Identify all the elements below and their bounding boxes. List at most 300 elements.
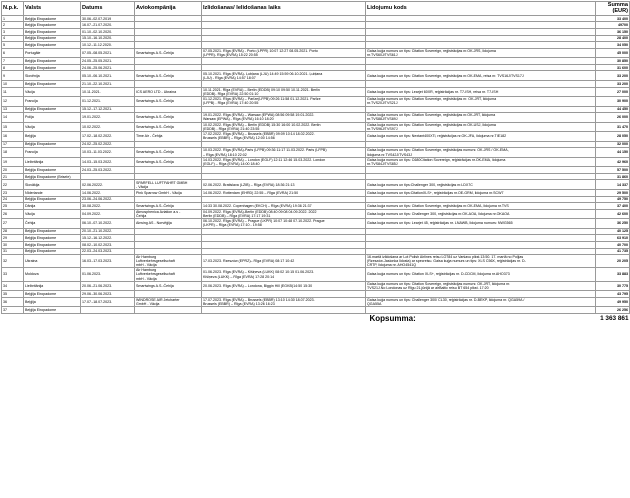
cell-flight-time: 14:33 30.08.2022. Copenhagen (EKCH) – Rīga (EVRA) 19:36 21:37 (202, 203, 366, 210)
cell-airline (135, 241, 202, 248)
table-row (2, 58, 630, 65)
table-row (2, 248, 630, 255)
cell-flight-time (202, 307, 366, 314)
cell-nr: 3 (2, 29, 24, 36)
cell-country: Vācija (24, 209, 81, 219)
table-row (2, 189, 630, 196)
cell-country: Slovākija (24, 180, 81, 190)
cell-nr: 12 (2, 97, 24, 107)
cell-nr: 21 (2, 173, 24, 180)
cell-flight-code (366, 235, 596, 242)
cell-nr: 20 (2, 167, 24, 174)
cell-date: 01.12.2021. (81, 97, 135, 107)
cell-country: Beļģija Eiropadome (24, 141, 81, 148)
cell-airline: Smartwings A.S.-Čehija (135, 71, 202, 81)
cell-nr: 4 (2, 35, 24, 42)
cell-country: Vācija (24, 122, 81, 132)
table-row (2, 148, 630, 158)
cell-sum: 26 256 (596, 307, 630, 314)
table-body (2, 15, 630, 313)
cell-flight-time (202, 58, 366, 65)
cell-flight-code (366, 228, 596, 235)
cell-nr: 14 (2, 113, 24, 123)
cell-airline (135, 35, 202, 42)
cell-airline (135, 307, 202, 314)
cell-flight-code (366, 167, 596, 174)
cell-flight-code: Gaisa kuģa numurs un tips: Citation Sovereign, reģistrācijas numurs: OK-JRT, lidojuma nr. TVS21J.No Londonas uz Rīgu 21.jūnijā ar airBaltic reisu BT 654 plkst. 17:20 (366, 281, 596, 291)
cell-nr: 30 (2, 241, 24, 248)
table-row (2, 180, 630, 190)
cell-date: 20.10.-21.10.2022. (81, 228, 135, 235)
cell-date: 23.06.-24.06.2022. (81, 196, 135, 203)
cell-flight-code (366, 64, 596, 71)
cell-country: Beļģija Eiropadome (24, 307, 81, 314)
cell-flight-time: 06.10.2022. Rīga (EVRA) – Prague (LKPR) 10:07 10:48 07.10.2022. Prague (LKPR) – Rīga (EVRA) 17:10 - 19:58 (202, 219, 366, 229)
cell-flight-code: Gaisa kuģa numurs un tips:Challenger 300, reģistrācijas nr.LDX7C (366, 180, 596, 190)
cell-flight-time: 10.02.2022. Rīga (EVRA) – Berlin (EDDB) 15:30 16:00 10.02.2022. Berlin (EDDB) - Rīga (EVRA) 21:40 23:55 (202, 122, 366, 132)
cell-sum: 28 400 (596, 35, 630, 42)
cell-flight-code: Gaisa kuģa numurs un tips: Citation Sovereign, reģistrācijas nr.OK-JRS, lidojuma nr.TVS60J/TVS61J (366, 48, 596, 58)
cell-date (81, 173, 135, 180)
cell-airline: Smartwings A.S.-Čehija (135, 97, 202, 107)
cell-airline: Time Air - Čehija (135, 132, 202, 142)
cell-sum: 43 795 (596, 291, 630, 298)
cell-airline: ICS AERO LTD - Ukraina (135, 87, 202, 97)
cell-flight-time: 01.12.2021. Rīga (EVRA) – Parīze(LFPB) 09:26 11:58 01.12.2021. Parīze (LFPB) - Rīga (EVRA) 17:40 20:55 (202, 97, 366, 107)
cell-nr: 1 (2, 15, 24, 22)
cell-sum: 33 883 (596, 268, 630, 281)
cell-flight-time: 04.09.2022. Rīga (EVRA)-Berlin (EDDB) 08:40 09:08 04.09.2022. 2022 Berlin (EDDB) – Rīga (EVRA) 17:17 19:31 (202, 209, 366, 219)
cell-flight-code (366, 173, 596, 180)
cell-nr: 35 (2, 291, 24, 298)
table-row (2, 87, 630, 97)
cell-sum: 28 050 (596, 132, 630, 142)
cell-date: 24.06.-25.06.2021. (81, 64, 135, 71)
cell-country: Moldova (24, 268, 81, 281)
cell-date: 22.03.-24.03.2023. (81, 248, 135, 255)
cell-flight-time (202, 106, 366, 113)
cell-nr: 27 (2, 219, 24, 229)
table-row (2, 235, 630, 242)
cell-nr: 36 (2, 297, 24, 307)
cell-flight-time (202, 291, 366, 298)
cell-flight-time: 07.05.2021. Rīga (EVRA) - Porto (LPPR) 10:07 12:27 08.05.2021. Porto (LPPR)- Rīga (EVRA) 15:22 20:55 (202, 48, 366, 58)
cell-airline (135, 80, 202, 87)
cell-flight-code: Gaisa kuģa numurs un tips: Citation Sovereign, reģistrācijas nr.OK-JRT, lidojuma nr.TVS88J/TVS89J (366, 113, 596, 123)
cell-airline (135, 248, 202, 255)
cell-sum: 30 850 (596, 58, 630, 65)
table-row (2, 48, 630, 58)
cell-country: Beļģija Eiropadome (24, 228, 81, 235)
cell-flight-code: Gaisa kuģa numurs un tips:CitationXLS+, reģistrācijas nr.OE-GRM, lidojuma nr.SCW7 (366, 189, 596, 196)
cell-flight-code (366, 248, 596, 255)
cell-sum: 33 200 (596, 71, 630, 81)
cell-airline: Smartwings A.S.-Čehija (135, 113, 202, 123)
cell-flight-code: Gaisa kuģa numurs un tips: Challenger 300/ CL30, reģistrācijas nr. D-BEKP, lidojuma nr. QGA59A / QGA55A (366, 297, 596, 307)
cell-flight-time (202, 235, 366, 242)
cell-flight-time (202, 35, 366, 42)
cell-flight-time (202, 42, 366, 49)
cell-country: Beļģija (24, 132, 81, 142)
cell-country: Francija (24, 97, 81, 107)
cell-sum: 42 600 (596, 209, 630, 219)
cell-country: Beļģija Eiropadome (24, 196, 81, 203)
cell-nr: 23 (2, 189, 24, 196)
cell-country: Beļģija Eiropadome (24, 167, 81, 174)
cell-flight-code: Gaisa kuģa numurs un tips: Challenger 300, reģistrācijas nr.OK-AOA, lidojuma nr.OKAOA (366, 209, 596, 219)
cell-airline: Smartwings A.S.-Čehija (135, 281, 202, 291)
total-spacer (2, 313, 366, 324)
cell-date: 19.01.2022. (81, 113, 135, 123)
cell-sum: 31 470 (596, 122, 630, 132)
cell-date: 10.03.-11.03.2022. (81, 148, 135, 158)
header-flight-code: Lidojumu kods (366, 2, 596, 16)
cell-airline (135, 106, 202, 113)
cell-flight-time: 10.11.2021. Rīga (EVRA) – Berlin (EDDB) 09:10 09:50 10.11.2021. Berlin (EDDB)- Rīga (EVRA) 22:50 01:10 (202, 87, 366, 97)
cell-sum: 32 000 (596, 141, 630, 148)
cell-sum: 44 450 (596, 106, 630, 113)
cell-nr: 15 (2, 122, 24, 132)
cell-country: Dānija (24, 203, 81, 210)
cell-flight-code: Gaisa kuģa numurs un tips: C680Citation Sovereign, reģistrācijas nr.OK-EMA, lidojuma nr.TVS84J/TVS85J (366, 157, 596, 167)
table-row (2, 281, 630, 291)
cell-flight-time: 17.07.2023. Rīga (EVRA) – Brussels (EBBR) 13:10 14:30 18.07.2023. Brussels (EBBR) – Rīga (EVRA) 13:26 16:23 (202, 297, 366, 307)
cell-country: Beļģija Eiropadome (24, 15, 81, 22)
cell-flight-time (202, 173, 366, 180)
cell-flight-time: 19.01.2022. Rīga (EVRA) – Warsaw (EPWA) 08:56 09:58 19.01.2022. Warsaw (EPWA) - Rīga (EVRA) 16:10 18:20 (202, 113, 366, 123)
table-row (2, 29, 630, 36)
cell-nr: 22 (2, 180, 24, 190)
table-row (2, 71, 630, 81)
cell-country: Beļģija Eiropadome (24, 106, 81, 113)
cell-sum: 45 000 (596, 48, 630, 58)
cell-airline: Smartwings A.S.-Čehija (135, 48, 202, 58)
cell-flight-time: 17.03.2023. Rzeszów (EPRZ)– Rīga (EVRA) 08:17 10:42 (202, 255, 366, 268)
cell-date: 15.12.-17.12.2021. (81, 106, 135, 113)
cell-sum: 30 775 (596, 281, 630, 291)
table-row (2, 106, 630, 113)
cell-nr: 19 (2, 157, 24, 167)
header-nr: N.p.k. (2, 2, 24, 16)
cell-airline: Pink Sparrow GmbH - Vācija (135, 189, 202, 196)
cell-date: 08.02.-10.02.2023. (81, 241, 135, 248)
cell-sum: 33 200 (596, 80, 630, 87)
cell-country: Čehija (24, 219, 81, 229)
cell-sum: 49 750 (596, 196, 630, 203)
cell-nr: 5 (2, 42, 24, 49)
cell-airline: SPARFELL LUFTFAHRT GMBH - Vācija (135, 180, 202, 190)
cell-country: Beļģija Eiropadome (24, 42, 81, 49)
cell-flight-time (202, 29, 366, 36)
cell-flight-time (202, 15, 366, 22)
table-row (2, 297, 630, 307)
cell-date: 05.10.-06.10.2021. (81, 71, 135, 81)
cell-date: 14.06.2022. (81, 189, 135, 196)
cell-airline: Air Hamburg Luftverkehrsgesellschaft mbH - Vācija (135, 255, 202, 268)
cell-sum: 37 400 (596, 203, 630, 210)
cell-flight-code (366, 196, 596, 203)
table-row (2, 196, 630, 203)
cell-country: Portugāle (24, 48, 81, 58)
cell-date: 21.10.-22.10.2021. (81, 80, 135, 87)
cell-nr: 28 (2, 228, 24, 235)
cell-flight-time (202, 141, 366, 148)
cell-sum: 29 500 (596, 189, 630, 196)
total-label: Kopsumma: (369, 313, 416, 323)
cell-airline (135, 29, 202, 36)
cell-flight-time (202, 228, 366, 235)
cell-sum: 40 125 (596, 228, 630, 235)
table-row (2, 113, 630, 123)
header-country: Valsts (24, 2, 81, 16)
table-row (2, 157, 630, 167)
cell-flight-code (366, 291, 596, 298)
cell-airline (135, 64, 202, 71)
cell-flight-code (366, 22, 596, 29)
cell-date: 30.06.-02.07.2019 (81, 15, 135, 22)
cell-nr: 13 (2, 106, 24, 113)
cell-airline (135, 58, 202, 65)
cell-date: 04.09.2022. (81, 209, 135, 219)
cell-nr: 18 (2, 148, 24, 158)
table-row (2, 64, 630, 71)
cell-country: Beļģija Eiropadome (24, 235, 81, 242)
cell-flight-code: Gaisa kuģa numurs un tips: Nextant400XTi, reģistrācijas nr.OK-JFA, lidojuma nr.TIE182 (366, 132, 596, 142)
flights-table (1, 1, 630, 324)
table-row (2, 132, 630, 142)
cell-airline (135, 22, 202, 29)
cell-country: Beļģija Eiropadome (24, 22, 81, 29)
cell-airline (135, 42, 202, 49)
cell-nr: 8 (2, 64, 24, 71)
cell-country: Slovēnija (24, 71, 81, 81)
cell-country: Vācija (24, 87, 81, 97)
cell-flight-code: Gaisa kuģa numurs un tips: Citation Sovereign, reģistrācijas nr.OK-EMA, lidojuma nr.TVS (366, 203, 596, 210)
cell-flight-code (366, 106, 596, 113)
cell-nr: 10 (2, 80, 24, 87)
cell-date: 15.10.-16.10.2020. (81, 35, 135, 42)
table-row (2, 307, 630, 314)
cell-airline: Smartwings A.S.-Čehija (135, 157, 202, 167)
cell-flight-time (202, 22, 366, 29)
table-row (2, 15, 630, 22)
cell-airline: Atmosphenica Aviation a.s - Čehija (135, 209, 202, 219)
cell-nr: 24 (2, 196, 24, 203)
cell-date: 01.06.2023. (81, 268, 135, 281)
cell-date: 15.12.-16.12.2022. (81, 235, 135, 242)
cell-nr: 25 (2, 203, 24, 210)
cell-country: Lielbritānija (24, 281, 81, 291)
table-row (2, 291, 630, 298)
cell-flight-code: Gaisa kuģa numurs un tips: Citation Sovereign, reģistrācijas nr.OK-EMA, reisa nr. TVS16J/TVS17J (366, 71, 596, 81)
table-row (2, 255, 630, 268)
cell-country: Beļģija Eiropadome (Brisele) (24, 173, 81, 180)
cell-flight-code (366, 80, 596, 87)
cell-sum: 40 700 (596, 241, 630, 248)
cell-date: 01.10.-02.10.2020. (81, 29, 135, 36)
table-row (2, 35, 630, 42)
cell-country: Beļģija (24, 297, 81, 307)
cell-airline (135, 15, 202, 22)
cell-nr: 33 (2, 268, 24, 281)
cell-flight-code: Gaisa kuģa numurs un tips: Citation Sovereign, reģistrācijas nr. OK-JRT, lidojuma nr.TVS20J/TVS21J (366, 97, 596, 107)
cell-sum: 57 500 (596, 167, 630, 174)
cell-flight-code (366, 241, 596, 248)
cell-date: 10.12.-11.12.2020. (81, 42, 135, 49)
cell-nr: 7 (2, 58, 24, 65)
cell-flight-time (202, 80, 366, 87)
cell-airline: Smartwings A.S.-Čehija (135, 203, 202, 210)
cell-nr: 11 (2, 87, 24, 97)
table-row (2, 97, 630, 107)
cell-country: Beļģija Eiropadome (24, 80, 81, 87)
header-sum: Summa (EUR) (596, 2, 630, 16)
cell-sum: 42 960 (596, 157, 630, 167)
cell-country: Beļģija Eiropadome (24, 58, 81, 65)
cell-sum: 34 050 (596, 42, 630, 49)
cell-date: 10.11.2021. (81, 87, 135, 97)
cell-flight-code (366, 29, 596, 36)
cell-sum: 44 150 (596, 148, 630, 158)
cell-airline: WINDROSE AIR Jetcharter GmbH - Vācija (135, 297, 202, 307)
cell-flight-code (366, 35, 596, 42)
cell-date: 24.03.-25.03.2022. (81, 167, 135, 174)
table-row (2, 203, 630, 210)
cell-airline: Airwing AS - Norvēģija (135, 219, 202, 229)
cell-flight-code: Gaisa kuģa numurs un tips: Learjet 45, reģistrācijas nr. LNAWB, lidojuma numurs: NWG565 (366, 219, 596, 229)
table-row (2, 141, 630, 148)
cell-sum: 26 000 (596, 113, 630, 123)
cell-country: Beļģija Eiropadome (24, 64, 81, 71)
cell-date: 20.06.-21.06.2023. (81, 281, 135, 291)
table-row (2, 241, 630, 248)
total-value: 1 363 861 (600, 314, 629, 322)
cell-date: 29.06.-30.06.2023. (81, 291, 135, 298)
cell-nr: 26 (2, 209, 24, 219)
cell-nr: 31 (2, 248, 24, 255)
cell-sum: 27 000 (596, 87, 630, 97)
cell-flight-code (366, 42, 596, 49)
cell-sum: 41 735 (596, 248, 630, 255)
table-row (2, 268, 630, 281)
header-airline: Aviokompānija (135, 2, 202, 16)
cell-date: 02.06.20222. (81, 180, 135, 190)
cell-flight-time: 10.03.2022. Rīga (EVRA)-Paris (LFPB) 09:36 11:17 11.03.2022. Paris (LFPB) – Rīga (EVRA) 18:10 22:02 (202, 148, 366, 158)
cell-airline: Air Hamburg Luftverkehrsgesellschaft mbH - Vācija (135, 268, 202, 281)
cell-date: 10.02.2022. (81, 122, 135, 132)
cell-sum: 49 950 (596, 297, 630, 307)
cell-nr: 17 (2, 141, 24, 148)
cell-flight-time (202, 241, 366, 248)
table-row (2, 22, 630, 29)
cell-airline (135, 228, 202, 235)
cell-airline (135, 291, 202, 298)
cell-date: 16.03.-17.03.2023. (81, 255, 135, 268)
cell-country: Beļģija Eiropadome (24, 29, 81, 36)
cell-country: Beļģija Eiropadome (24, 241, 81, 248)
cell-airline (135, 173, 202, 180)
table-header-row (2, 2, 630, 16)
table-row (2, 209, 630, 219)
cell-flight-time: 02.06.2022. Bratislava (LZIB) – Rīga (EVRA) 18:36 21:13 (202, 180, 366, 190)
cell-flight-time (202, 167, 366, 174)
cell-date: 24.02.-25.02.2022. (81, 141, 135, 148)
table-row (2, 42, 630, 49)
cell-sum: 14 337 (596, 180, 630, 190)
cell-nr: 16 (2, 132, 24, 142)
cell-airline (135, 167, 202, 174)
cell-date: 30.08.2022. (81, 203, 135, 210)
cell-sum: 31 600 (596, 64, 630, 71)
cell-airline (135, 141, 202, 148)
cell-airline: Smartwings A.S.-Čehija (135, 122, 202, 132)
cell-sum: 33 400 (596, 15, 630, 22)
cell-flight-time: 01.06.2023. Rīga (EVRA) – Kišiņeva (LUKK) 08:02 10:15 01.06.2023. Kišiņeva (LUKK) – Rīga (EVRA) 17:28 20:14 (202, 268, 366, 281)
cell-flight-time: 17.02.2022. Rīga (EVRA) – Brussels (EBBR) 09:09 10:14 18.02.2022. Brussels (EBBR) – Rīga (EVRA) 12:00 14:56 (202, 132, 366, 142)
cell-country: Beļģija Eiropadome (24, 35, 81, 42)
header-flight-time: Izlidošanas/ Ielidošanas laiks (202, 2, 366, 16)
cell-flight-time: 05.10.2021. Rīga (EVRA)- Ļubļana (LJU) 14:49 15:59 06.10.2021. Ļubļana (LJU) - Rīga (EVRA) 14:57 18:07 (202, 71, 366, 81)
cell-flight-code (366, 58, 596, 65)
cell-date: 06.10.-07.10.2022. (81, 219, 135, 229)
total-row (2, 313, 630, 324)
cell-sum: 20 205 (596, 255, 630, 268)
cell-airline (135, 235, 202, 242)
cell-airline (135, 196, 202, 203)
table-row (2, 80, 630, 87)
table-row (2, 167, 630, 174)
cell-flight-time: 14.03.2022. Rīga (EVRA) – London (EGLF) 12:11 12:46 15.03.2022. London (EGLF) – Rīga (EVRA) 14:00 18:40 (202, 157, 366, 167)
cell-date: 14.03.-15.03.2022. (81, 157, 135, 167)
cell-flight-code: Gaisa kuģa numurs un tips: Citation Sovereign, reģistrācijas numurs: OK-JRS / OK-EMA, lidojuma nr.TVS42J/TVS43J (366, 148, 596, 158)
cell-date: 07.05.-08.05.2021. (81, 48, 135, 58)
cell-sum: 36 150 (596, 29, 630, 36)
cell-country: Lielbritānija (24, 157, 81, 167)
cell-flight-code (366, 307, 596, 314)
cell-date (81, 307, 135, 314)
cell-sum: 63 910 (596, 235, 630, 242)
cell-nr: 2 (2, 22, 24, 29)
cell-date: 17.07.-18.07.2023. (81, 297, 135, 307)
cell-flight-time (202, 196, 366, 203)
cell-flight-code (366, 141, 596, 148)
table-row (2, 219, 630, 229)
cell-sum: 36 250 (596, 219, 630, 229)
cell-country: Ukraina (24, 255, 81, 268)
table-row (2, 173, 630, 180)
cell-flight-time (202, 64, 366, 71)
cell-flight-code: 16.martā izlidošana ar Lot Polish Airlines reisu LO784 uz Varšavu plkst.13:50. 17. martā no Poļijas (Rzeszów-Jasionka lidosta) ar specreisu. Gaisa kuģa numurs un tips: XLS C56X, reģistrācijas nr. D- CRTP, lidojuma nr. AHO4541Q (366, 255, 596, 268)
cell-nr: 37 (2, 307, 24, 314)
cell-flight-code: Gaisa kuģa numurs un tips: Citation XLS+, reģistrācijas nr. D-CDCM, lidojuma nr.AHO373 (366, 268, 596, 281)
cell-nr: 9 (2, 71, 24, 81)
cell-flight-code (366, 15, 596, 22)
cell-flight-code: Gaisa kuģa numurs un tips: Learjet 60XR, reģistrācijas nr. T7-ISH, reisa nr. T7-ISH (366, 87, 596, 97)
cell-flight-time (202, 248, 366, 255)
cell-nr: 34 (2, 281, 24, 291)
cell-flight-time: 14.06.2022. Rotterdam (EHRD) 22:55 – Rīga (EVRA) 21:50 (202, 189, 366, 196)
cell-flight-time: 20.06.2023. Rīga (EVRA) – Londona, Biggin Hill (EGKB)14:50 15:30 (202, 281, 366, 291)
cell-country: Francija (24, 148, 81, 158)
table-row (2, 122, 630, 132)
cell-nr: 29 (2, 235, 24, 242)
cell-date: 17.02.-18.02.2022. (81, 132, 135, 142)
cell-sum: 30 900 (596, 97, 630, 107)
cell-nr: 32 (2, 255, 24, 268)
cell-date: 24.05.-25.05.2021. (81, 58, 135, 65)
cell-flight-code: Gaisa kuģa numurs un tips: Citation Sovereign, reģistrācijas nr.OK-USJ, lidojuma nr.TVS96J/TVS97J (366, 122, 596, 132)
cell-nr: 6 (2, 48, 24, 58)
